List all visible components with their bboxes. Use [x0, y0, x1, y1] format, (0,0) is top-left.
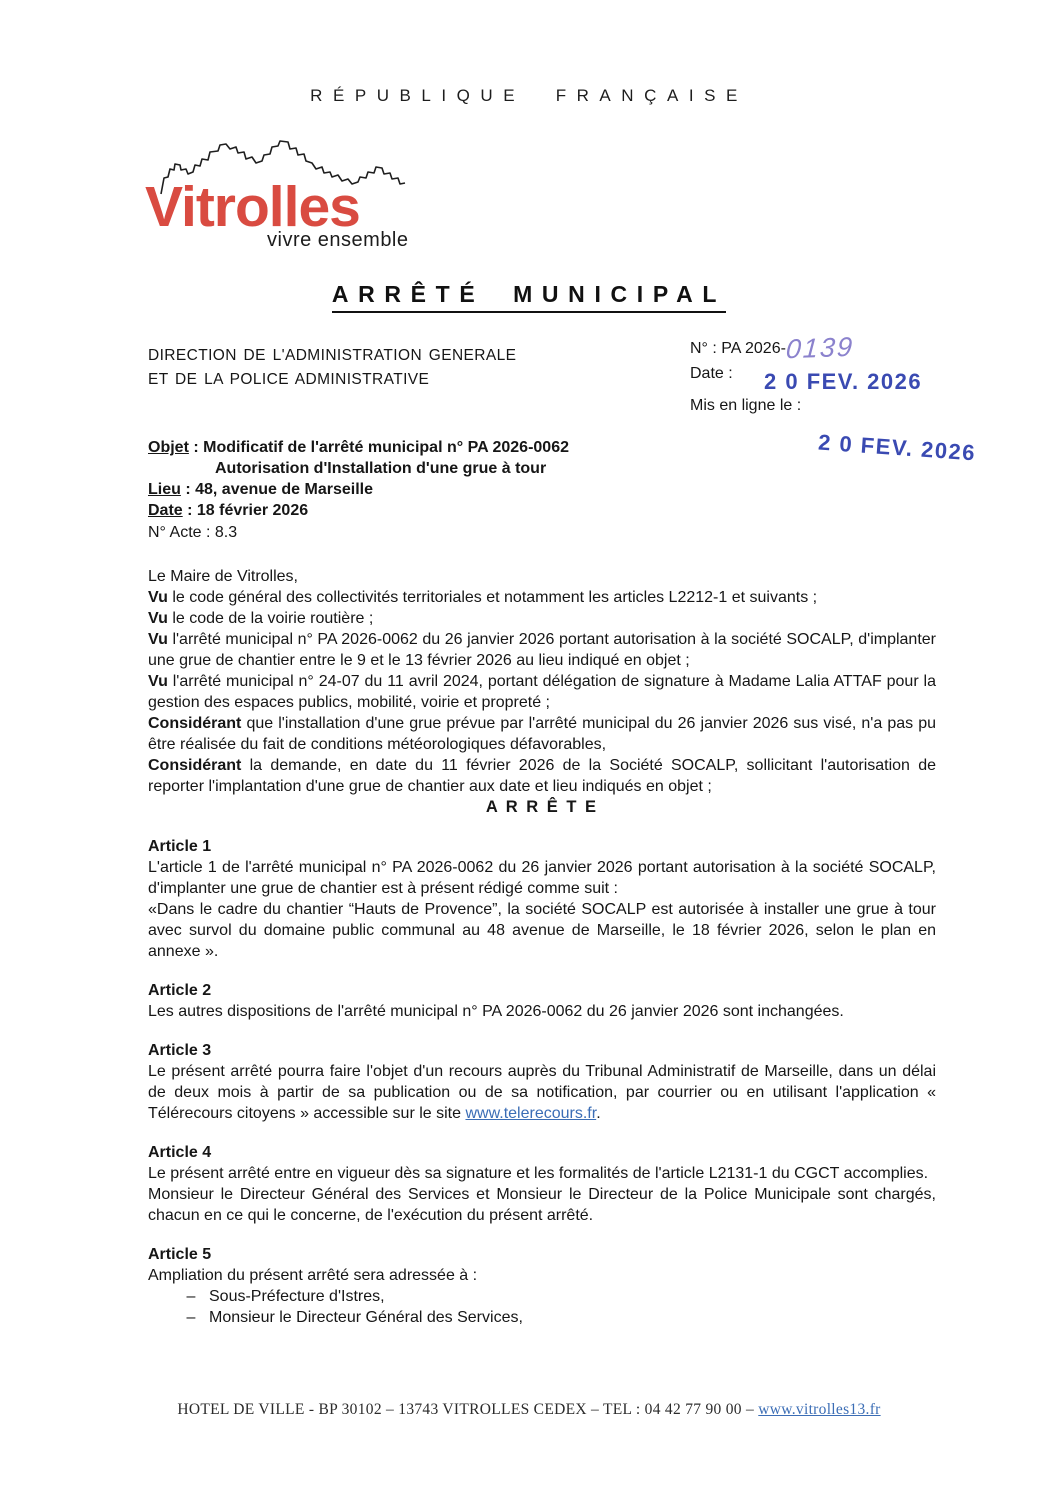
recital-considerant-1	[148, 713, 936, 755]
document-title: ARRÊTÉ MUNICIPAL	[332, 281, 726, 313]
subject-block	[148, 437, 569, 543]
vitrolles-logo	[145, 138, 445, 252]
direction-line-2: ET DE LA POLICE ADMINISTRATIVE	[148, 371, 430, 388]
article-3	[148, 1040, 936, 1124]
list-item	[148, 1286, 936, 1307]
list-item-text: Monsieur le Directeur Général des Services,	[209, 1309, 523, 1326]
article-3-paragraph	[148, 1061, 936, 1124]
online-label: Mis en ligne le :	[690, 397, 802, 414]
objet-line	[148, 437, 569, 458]
footer-website-link[interactable]: www.vitrolles13.fr	[758, 1401, 881, 1418]
recital-vu-3	[148, 629, 936, 671]
article-5-heading: Article 5	[148, 1246, 212, 1263]
recital-text: l'arrêté municipal n° 24-07 du 11 avril 2024, portant délégation de signature à Madame Lalia ATTAF pour la gestion des espaces publics, mobilité, voirie et propreté ;	[148, 673, 936, 711]
acte-number: N° Acte : 8.3	[148, 524, 238, 541]
telerecours-link[interactable]: www.telerecours.fr	[465, 1105, 597, 1122]
article-5-intro: Ampliation du présent arrêté sera adressée à :	[148, 1267, 478, 1284]
recital-lead: Vu	[148, 673, 168, 690]
article-4-heading: Article 4	[148, 1144, 212, 1161]
article-2	[148, 980, 936, 1022]
logo-tagline: vivre ensemble	[267, 229, 409, 252]
footer-text: HOTEL DE VILLE - BP 30102 – 13743 VITROLLES CEDEX – TEL : 04 42 77 90 00 –	[177, 1401, 759, 1418]
numero-label: N° : PA 2026-	[690, 340, 786, 357]
list-dash: –	[186, 1309, 196, 1326]
article-1-paragraph: L'article 1 de l'arrêté municipal n° PA 2026-0062 du 26 janvier 2026 portant autorisation à la société SOCALP, d'implanter une grue de chantier est à présent rédigé comme suit :	[148, 859, 936, 897]
article-4-paragraph-2: Monsieur le Directeur Général des Services et Monsieur le Directeur de la Police Municipale sont chargés, chacun en ce qui le concerne, de l'exécution du présent arrêté.	[148, 1186, 936, 1224]
logo-wordmark: Vitrolles	[145, 175, 360, 239]
recital-text: l'arrêté municipal n° PA 2026-0062 du 26 janvier 2026 portant autorisation à la société SOCALP, d'implanter une grue de chantier entre le 9 et le 13 février 2026 au lieu indiqué en objet ;	[148, 631, 936, 669]
recital-lead: Considérant	[148, 715, 242, 732]
article-1	[148, 836, 936, 962]
article-2-heading: Article 2	[148, 982, 212, 999]
document-body	[148, 566, 936, 1328]
footer	[0, 1401, 1058, 1419]
arrete-heading: A R R Ê T E	[485, 798, 599, 816]
objet-label: Objet	[148, 439, 189, 456]
article-4	[148, 1142, 936, 1226]
list-item	[148, 1307, 936, 1328]
online-date-stamp: 2 0 FEV. 2026	[817, 429, 977, 466]
article-2-paragraph: Les autres dispositions de l'arrêté municipal n° PA 2026-0062 du 26 janvier 2026 sont inchangées.	[148, 1003, 844, 1020]
recital-lead: Considérant	[148, 757, 242, 774]
recital-lead: Vu	[148, 631, 168, 648]
date-label: Date :	[690, 365, 733, 382]
republic-heading: RÉPUBLIQUE FRANÇAISE	[310, 86, 748, 105]
recital-lead: Vu	[148, 589, 168, 606]
article-1-quote: «Dans le cadre du chantier “Hauts de Provence”, la société SOCALP est autorisée à installer une grue à tour avec survol du domaine public communal au 48 avenue de Marseille, le 18 février 2026, selon le plan en annexe ».	[148, 901, 936, 960]
recital-vu-4	[148, 671, 936, 713]
recital-text: la demande, en date du 11 février 2026 de la Société SOCALP, sollicitant l'autorisation de reporter l'implantation d'une grue de chantier aux date et lieu indiqués en objet ;	[148, 757, 936, 795]
salutation: Le Maire de Vitrolles,	[148, 568, 298, 585]
recital-lead: Vu	[148, 610, 168, 627]
recital-considerant-2	[148, 755, 936, 797]
direction-block	[148, 344, 516, 392]
subject-date-label: Date	[148, 502, 183, 519]
list-dash: –	[186, 1288, 196, 1305]
recital-text: le code de la voirie routière ;	[172, 610, 374, 627]
numero-handwritten: 0139	[784, 331, 856, 365]
subject-date-value: : 18 février 2026	[182, 502, 309, 519]
recital-text: que l'installation d'une grue prévue par l'arrêté municipal du 26 janvier 2026 sus visé, n'a pas pu être réalisée du fait de conditions météorologiques défavorables,	[148, 715, 936, 753]
lieu-line	[148, 479, 569, 500]
date-received-stamp: 2 0 FEV. 2026	[764, 369, 923, 394]
article-3-heading: Article 3	[148, 1042, 212, 1059]
recital-text: le code général des collectivités territoriales et notamment les articles L2212-1 et suivants ;	[172, 589, 818, 606]
objet-value: : Modificatif de l'arrêté municipal n° PA 2026-0062	[188, 439, 569, 456]
recital-vu-1	[148, 587, 936, 608]
date-line	[148, 500, 569, 521]
list-item-text: Sous-Préfecture d'Istres,	[209, 1288, 385, 1305]
article-4-paragraph-1: Le présent arrêté entre en vigueur dès sa signature et les formalités de l'article L2131-1 du CGCT accomplies.	[148, 1165, 929, 1182]
recital-vu-2	[148, 608, 936, 629]
article-3-text: Le présent arrêté pourra faire l'objet d'un recours auprès du Tribunal Administratif de Marseille, dans un délai de deux mois à partir de sa publication ou de sa notification, par courrier ou en utilisant l'application « Télérecours citoyens » accessible sur le site	[148, 1063, 936, 1122]
article-5	[148, 1244, 936, 1328]
direction-line-1: DIRECTION DE L'ADMINISTRATION GENERALE	[148, 347, 517, 364]
objet-line-2: Autorisation d'Installation d'une grue à tour	[215, 460, 547, 477]
lieu-value: : 48, avenue de Marseille	[180, 481, 373, 498]
article-3-text-end: .	[596, 1105, 601, 1122]
lieu-label: Lieu	[148, 481, 181, 498]
meta-block	[690, 331, 1030, 466]
article-1-heading: Article 1	[148, 838, 212, 855]
